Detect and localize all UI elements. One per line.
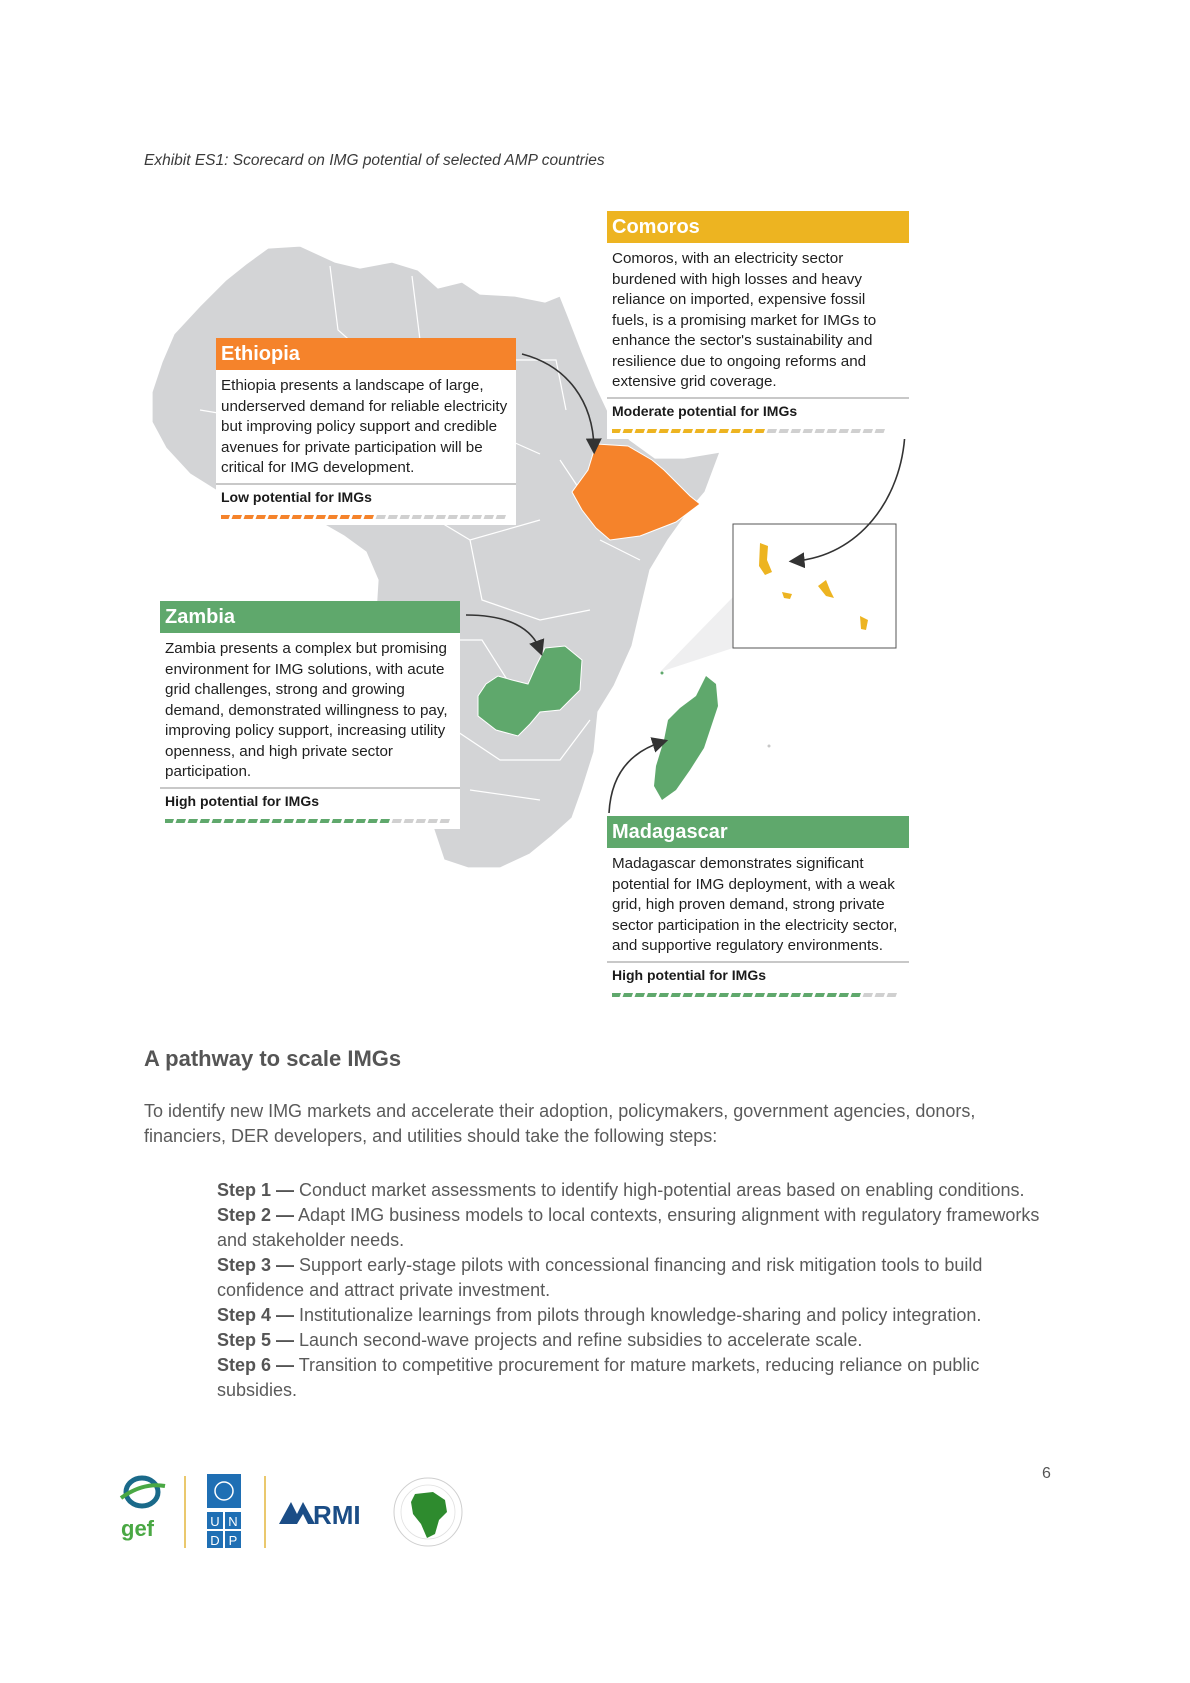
- score-segment: [659, 993, 669, 997]
- score-segment: [755, 429, 765, 433]
- score-segment: [284, 819, 294, 823]
- score-segment: [875, 429, 885, 433]
- score-segment: [436, 515, 446, 519]
- score-segment: [176, 819, 186, 823]
- score-segment: [623, 993, 633, 997]
- score-segment: [863, 429, 873, 433]
- score-segment: [356, 819, 366, 823]
- comoros-title: Comoros: [607, 211, 909, 243]
- section-title: A pathway to scale IMGs: [144, 1046, 402, 1071]
- score-segment: [791, 429, 801, 433]
- score-segment: [188, 819, 198, 823]
- madagascar-description: Madagascar demonstrates significant potential for IMG deployment, with a weak grid, high proven demand, strong private sector participation in the electricity sector, and supportive regulatory environments.: [607, 848, 909, 963]
- score-segment: [440, 819, 450, 823]
- score-segment: [272, 819, 282, 823]
- step-item: [217, 1353, 1057, 1403]
- ethiopia-title: Ethiopia: [216, 338, 516, 370]
- undp-letter: U: [210, 1514, 220, 1529]
- score-segment: [484, 515, 494, 519]
- score-segment: [779, 429, 789, 433]
- step-item: [217, 1203, 1057, 1253]
- step-text: Conduct market assessments to identify high-potential areas based on enabling conditions.: [294, 1180, 1025, 1200]
- score-segment: [815, 993, 825, 997]
- score-segment: [839, 993, 849, 997]
- score-segment: [671, 993, 681, 997]
- score-segment: [612, 993, 621, 997]
- score-segment: [404, 819, 414, 823]
- score-segment: [221, 515, 230, 519]
- score-segment: [767, 993, 777, 997]
- score-segment: [755, 993, 765, 997]
- comoros-card: [607, 211, 909, 439]
- score-segment: [392, 819, 402, 823]
- score-segment: [296, 819, 306, 823]
- score-segment: [364, 515, 374, 519]
- score-segment: [224, 819, 234, 823]
- gef-wordmark: gef: [121, 1516, 154, 1541]
- score-segment: [659, 429, 669, 433]
- score-segment: [779, 993, 789, 997]
- ethiopia-card: [216, 338, 516, 525]
- score-segment: [304, 515, 314, 519]
- ethiopia-rating: Low potential for IMGs: [221, 488, 372, 505]
- score-segment: [460, 515, 470, 519]
- score-segment: [635, 429, 645, 433]
- score-segment: [671, 429, 681, 433]
- score-segment: [232, 515, 242, 519]
- score-segment: [683, 429, 693, 433]
- step-text: Adapt IMG business models to local contexts, ensuring alignment with regulatory frameworks and stakeholder needs.: [217, 1205, 1040, 1250]
- intro-paragraph: To identify new IMG markets and accelerate their adoption, policymakers, government agencies, donors, financiers, DER developers, and utilities should take the following steps:: [144, 1101, 976, 1146]
- score-segment: [731, 429, 741, 433]
- inset-pointer: [660, 597, 733, 672]
- step-text: Support early-stage pilots with concessional financing and risk mitigation tools to build confidence and attract private investment.: [217, 1255, 983, 1300]
- undp-letter: P: [228, 1533, 238, 1548]
- comoros-score-bar: [612, 429, 894, 434]
- score-segment: [320, 819, 330, 823]
- score-segment: [368, 819, 378, 823]
- step-label: Step 2 —: [217, 1205, 295, 1225]
- score-segment: [719, 429, 729, 433]
- step-label: Step 3 —: [217, 1255, 295, 1275]
- score-segment: [236, 819, 246, 823]
- score-segment: [791, 993, 801, 997]
- score-segment: [875, 993, 885, 997]
- step-text: Launch second-wave projects and refine subsidies to accelerate scale.: [294, 1330, 863, 1350]
- score-segment: [200, 819, 210, 823]
- score-segment: [448, 515, 458, 519]
- madagascar-score-bar: [612, 993, 904, 998]
- score-segment: [352, 515, 362, 519]
- score-segment: [695, 993, 705, 997]
- score-segment: [767, 429, 777, 433]
- steps-list: [217, 1178, 1057, 1403]
- step-item: [217, 1303, 1057, 1328]
- ethiopia-score-bar: [221, 515, 511, 520]
- step-label: Step 1 —: [217, 1180, 295, 1200]
- partner-logos: [115, 1472, 475, 1552]
- undp-logo: [207, 1474, 241, 1548]
- score-segment: [863, 993, 873, 997]
- score-segment: [332, 819, 342, 823]
- score-segment: [472, 515, 482, 519]
- step-item: [217, 1178, 1057, 1203]
- step-text: Transition to competitive procurement for mature markets, reducing reliance on public subsidies.: [217, 1355, 980, 1400]
- score-segment: [707, 429, 717, 433]
- score-segment: [803, 429, 813, 433]
- step-label: Step 5 —: [217, 1330, 295, 1350]
- score-segment: [887, 993, 897, 997]
- score-segment: [839, 429, 849, 433]
- step-label: Step 4 —: [217, 1305, 295, 1325]
- score-segment: [623, 429, 633, 433]
- score-segment: [376, 515, 386, 519]
- score-segment: [328, 515, 338, 519]
- score-segment: [412, 515, 422, 519]
- score-segment: [827, 993, 837, 997]
- step-item: [217, 1328, 1057, 1353]
- afdb-logo: [394, 1478, 462, 1546]
- score-segment: [380, 819, 390, 823]
- zambia-rating: High potential for IMGs: [165, 792, 319, 809]
- score-segment: [647, 993, 657, 997]
- score-segment: [248, 819, 258, 823]
- score-segment: [212, 819, 222, 823]
- madagascar-shape: [654, 676, 718, 800]
- undp-letter: N: [228, 1514, 238, 1529]
- score-segment: [743, 993, 753, 997]
- score-segment: [851, 993, 861, 997]
- score-segment: [344, 819, 354, 823]
- score-segment: [683, 993, 693, 997]
- madagascar-rating: High potential for IMGs: [612, 966, 766, 983]
- gef-logo: [121, 1478, 165, 1541]
- score-segment: [635, 993, 645, 997]
- score-segment: [428, 819, 438, 823]
- score-segment: [731, 993, 741, 997]
- score-segment: [260, 819, 270, 823]
- step-item: [217, 1253, 1057, 1303]
- score-segment: [244, 515, 254, 519]
- step-label: Step 6 —: [217, 1355, 295, 1375]
- comoros-rating: Moderate potential for IMGs: [612, 402, 798, 419]
- zambia-description: Zambia presents a complex but promising environment for IMG solutions, with acute grid challenges, strong and growing demand, demonstrated willingness to pay, improving policy support, increasing utility openness, and high private sector participation.: [160, 633, 460, 789]
- score-segment: [719, 993, 729, 997]
- comoros-description: Comoros, with an electricity sector burdened with high losses and heavy reliance on imported, expensive fossil fuels, is a promising market for IMGs to enhance the sector's sustainability and resilience due to ongoing reforms and extensive grid coverage.: [607, 243, 909, 399]
- score-segment: [496, 515, 506, 519]
- score-segment: [165, 819, 174, 823]
- score-segment: [388, 515, 398, 519]
- score-segment: [268, 515, 278, 519]
- score-segment: [416, 819, 426, 823]
- score-segment: [400, 515, 410, 519]
- armi-wordmark: RMI: [313, 1500, 361, 1530]
- madagascar-card: [607, 816, 909, 1003]
- score-segment: [308, 819, 318, 823]
- score-segment: [340, 515, 350, 519]
- ethiopia-description: Ethiopia presents a landscape of large, underserved demand for reliable electricity but improving policy support and credible avenues for private participation will be critical for IMG development.: [216, 370, 516, 485]
- score-segment: [280, 515, 290, 519]
- zambia-card: [160, 601, 460, 829]
- score-segment: [851, 429, 861, 433]
- score-segment: [316, 515, 326, 519]
- score-segment: [647, 429, 657, 433]
- page-number: 6: [1042, 1465, 1051, 1482]
- score-segment: [424, 515, 434, 519]
- madagascar-title: Madagascar: [607, 816, 909, 848]
- score-segment: [695, 429, 705, 433]
- score-segment: [827, 429, 837, 433]
- step-text: Institutionalize learnings from pilots through knowledge-sharing and policy integration.: [294, 1305, 982, 1325]
- score-segment: [815, 429, 825, 433]
- zambia-title: Zambia: [160, 601, 460, 633]
- score-segment: [292, 515, 302, 519]
- score-segment: [612, 429, 621, 433]
- comoros-inset: [733, 524, 896, 648]
- score-segment: [707, 993, 717, 997]
- armi-logo: [279, 1500, 361, 1530]
- exhibit-caption: Exhibit ES1: Scorecard on IMG potential of selected AMP countries: [144, 152, 605, 169]
- undp-letter: D: [210, 1533, 220, 1548]
- zambia-score-bar: [165, 819, 455, 824]
- score-segment: [743, 429, 753, 433]
- score-segment: [803, 993, 813, 997]
- score-segment: [256, 515, 266, 519]
